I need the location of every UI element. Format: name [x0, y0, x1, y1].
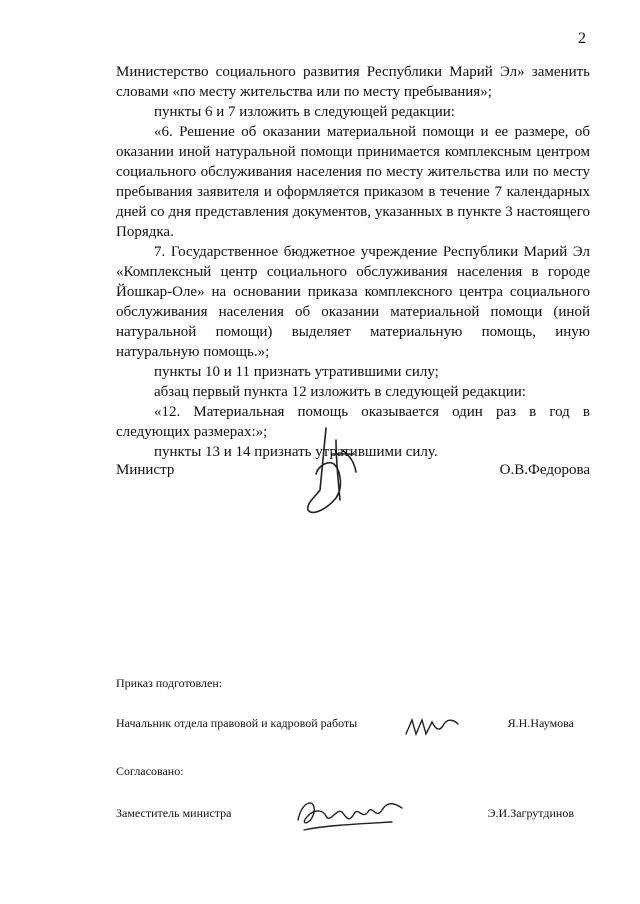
approved-position: Заместитель министра: [116, 806, 232, 820]
page-number: 2: [578, 30, 586, 47]
document-body: [116, 62, 590, 462]
prepared-signature-image: [402, 712, 462, 742]
minister-signature-image: [296, 420, 366, 520]
paragraph-4: 7. Государственное бюджетное учреждение Республики Марий Эл «Комплексный центр социального обслуживания населения в городе Йошкар-Оле» на основании приказа комплексного центра социального обслуживания населения об оказании материальной помощи (иной натуральной помощи) выделяет материальную помощь, иную натуральную помощь.»;: [116, 244, 590, 360]
approved-name: Э.И.Загрутдинов: [487, 806, 574, 820]
paragraph-3: «6. Решение об оказании материальной помощи и ее размере, об оказании иной натуральной помощи принимается комплексным центром социального обслуживания населения по месту жительства или по месту пребывания заявителя и оформляется приказом в течение 7 календарных дней со дня представления документов, указанных в пункте 3 настоящего Порядка.: [116, 124, 590, 240]
minister-name: О.В.Федорова: [499, 462, 590, 478]
prepared-label: Приказ подготовлен:: [116, 676, 223, 690]
prepared-row: [116, 716, 590, 736]
paragraph-5: пункты 10 и 11 признать утратившими силу;: [154, 364, 439, 380]
paragraph-6: абзац первый пункта 12 изложить в следующей редакции:: [154, 384, 526, 400]
paragraph-1: Министерство социального развития Республики Марий Эл» заменить словами «по месту жительства или по месту пребывания»;: [116, 64, 590, 100]
paragraph-7: «12. Материальная помощь оказывается один раз в год в следующих размерах:»;: [116, 404, 590, 440]
prepared-name: Я.Н.Наумова: [507, 716, 574, 730]
approved-signature-image: [292, 790, 412, 840]
paragraph-8: пункты 13 и 14 признать утратившими силу.: [154, 444, 438, 460]
paragraph-2: пункты 6 и 7 изложить в следующей редакции:: [154, 104, 455, 120]
prepared-position: Начальник отдела правовой и кадровой работы: [116, 716, 358, 730]
approved-label: Согласовано:: [116, 764, 184, 778]
minister-title: Министр: [116, 462, 175, 478]
